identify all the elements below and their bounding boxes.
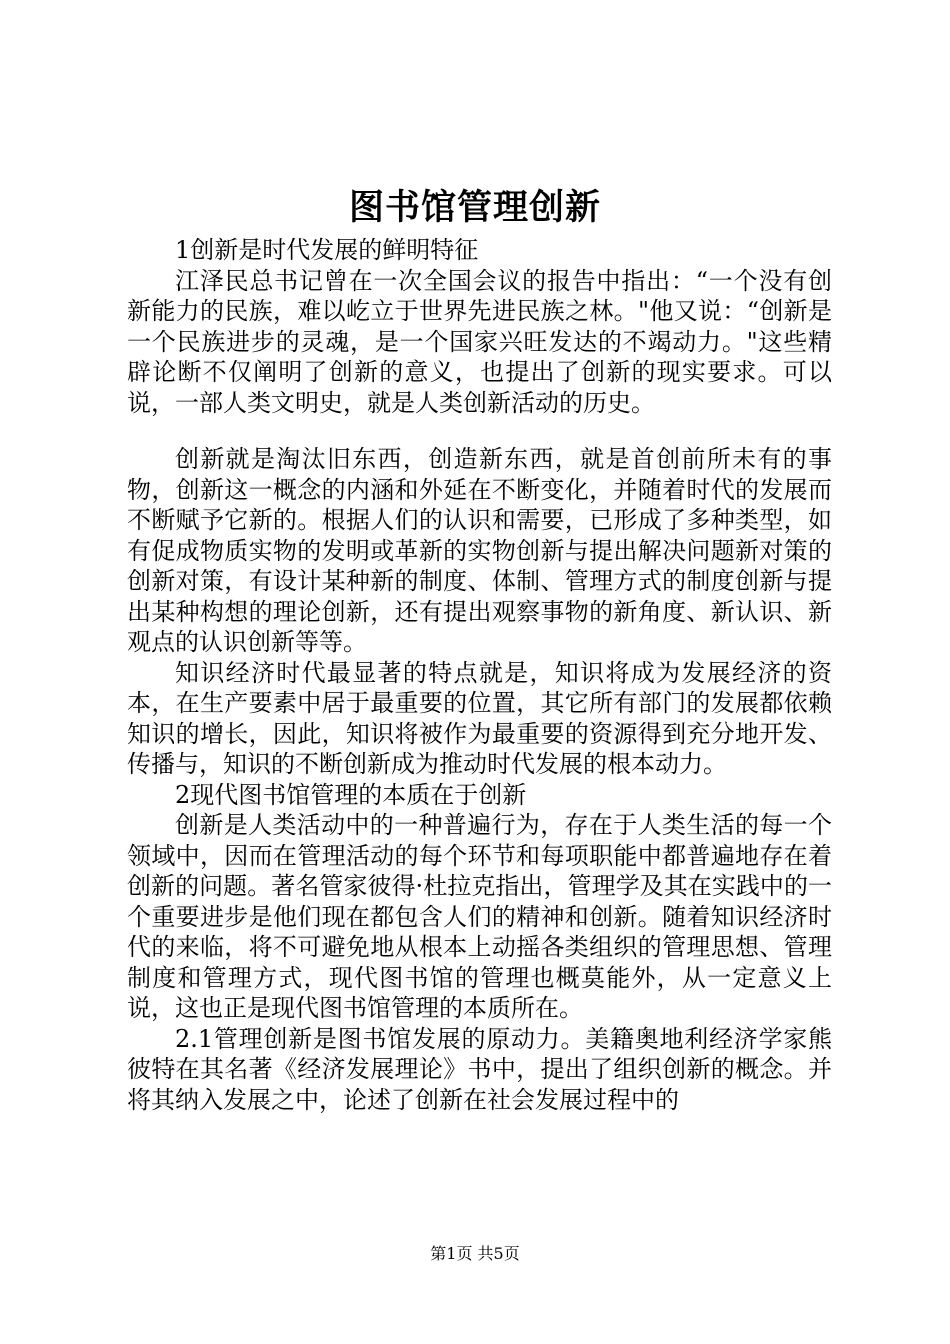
document-title: 图书馆管理创新 [348, 187, 601, 228]
paragraph-quote: 江泽民总书记曾在一次全国会议的报告中指出：“一个没有创新能力的民族，难以屹立于世界先进民族之林。"他又说：“创新是一个民族进步的灵魂，是一个国家兴旺发达的不竭动力。"这些精辟论断不仅阐明了创新的意义，也提出了创新的现实要求。可以说，一部人类文明史，就是人类创新活动的历史。 [127, 266, 832, 417]
paragraph-innovation-definition: 创新就是淘汰旧东西，创造新东西，就是首创前所未有的事物，创新这一概念的内涵和外延在不断变化，并随着时代的发展而不断赋予它新的。根据人们的认识和需要，已形成了多种类型，如有促成物质实物的发明或革新的实物创新与提出解决问题新对策的创新对策，有设计某种新的制度、体制、管理方式的制度创新与提出某种构想的理论创新，还有提出观察事物的新角度、新认识、新观点的认识创新等等。 [127, 445, 832, 656]
paragraph-management-essence: 创新是人类活动中的一种普遍行为，存在于人类生活的每一个领域中，因而在管理活动的每个环节和每项职能中都普遍地存在着创新的问题。著名管家彼得·杜拉克指出，管理学及其在实践中的一个重要进步是他们现在都包含人们的精神和创新。随着知识经济时代的来临，将不可避免地从根本上动摇各类组织的管理思想、管理制度和管理方式，现代图书馆的管理也概莫能外，从一定意义上说，这也正是现代图书馆管理的本质所在。 [127, 811, 832, 1022]
section-heading-1: 1创新是时代发展的鲜明特征 [175, 236, 479, 264]
paragraph-knowledge-economy: 知识经济时代最显著的特点就是，知识将成为发展经济的资本，在生产要素中居于最重要的位置，其它所有部门的发展都依赖知识的增长，因此，知识将被作为最重要的资源得到充分地开发、传播与，知识的不断创新成为推动时代发展的根本动力。 [127, 658, 832, 778]
document-body [127, 235, 832, 1115]
paragraph-section-2-1: 2.1管理创新是图书馆发展的原动力。美籍奥地利经济学家熊彼特在其名著《经济发展理论》书中，提出了组织创新的概念。并将其纳入发展之中，论述了创新在社会发展过程中的 [127, 1024, 832, 1114]
page-footer: 第1页 共5页 [430, 1244, 520, 1263]
section-heading-2: 2现代图书馆管理的本质在于创新 [175, 780, 527, 809]
